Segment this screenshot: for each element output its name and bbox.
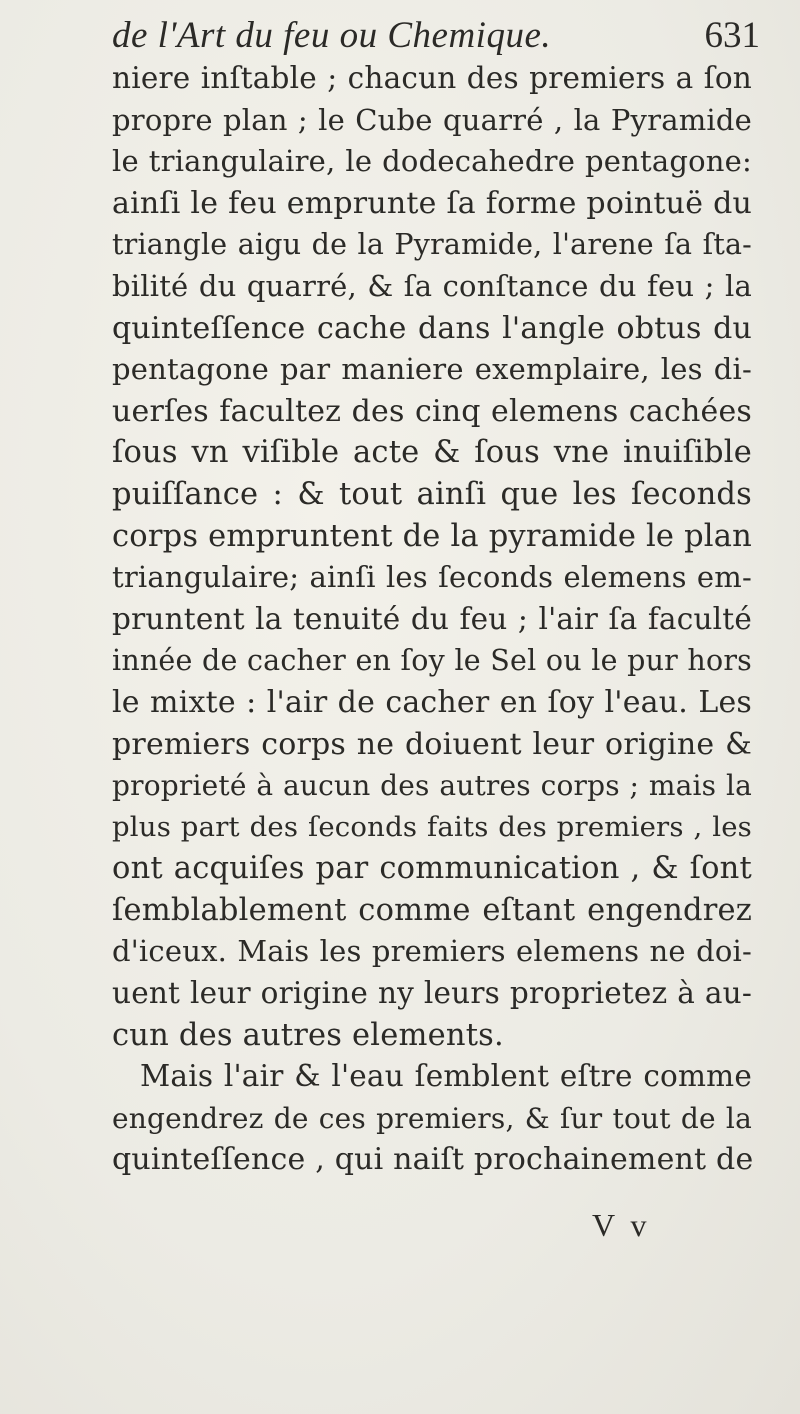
text-line: propre plan ; le Cube quarré , la Pyramide — [112, 102, 752, 137]
text-line: premiers corps ne doiuent leur origine & — [112, 726, 752, 762]
text-line: uent leur origine ny leurs proprietez à au- — [112, 976, 752, 1011]
text-line: proprieté à aucun des autres corps ; mais la — [112, 769, 752, 803]
text-line: triangle aigu de la Pyramide, l'arene ſa ſta- — [112, 228, 752, 262]
signature-mark: V v — [592, 1207, 651, 1243]
text-line: ſemblablement comme eſtant engendrez — [112, 892, 752, 928]
text-line: quinteſſence , qui naiſt prochainement de — [112, 1142, 754, 1178]
text-line: corps empruntent de la pyramide le plan — [112, 518, 752, 554]
page-number: 631 — [704, 15, 760, 56]
running-head: de l'Art du feu ou Chemique. — [112, 15, 552, 56]
text-line: niere inſtable ; chacun des premiers a ſon — [112, 61, 752, 95]
text-line: d'iceux. Mais les premiers elemens ne doi- — [112, 934, 752, 969]
text-line: Mais l'air & l'eau ſemblent eſtre comme — [140, 1059, 752, 1094]
text-line: le mixte : l'air de cacher en ſoy l'eau. Les — [112, 684, 752, 720]
text-line: pruntent la tenuité du feu ; l'air ſa faculté — [112, 601, 752, 636]
text-line: ſous vn viſible acte & ſous vne inuiſible — [112, 435, 752, 471]
text-line: plus part des ſeconds faits des premiers , les — [112, 810, 752, 843]
text-line: cun des autres elements. — [112, 1017, 504, 1053]
text-line: engendrez de ces premiers, & ſur tout de la — [112, 1101, 752, 1135]
text-line: innée de cacher en ſoy le Sel ou le pur hors — [112, 644, 752, 678]
text-line: le triangulaire, le dodecahedre pentagone: — [112, 144, 752, 179]
body-text — [112, 58, 752, 1181]
text-line: ainſi le feu emprunte ſa forme pointuë du — [112, 185, 752, 221]
text-line: quinteſſence cache dans l'angle obtus du — [112, 310, 752, 346]
text-line: ont acquiſes par communication , & ſont — [112, 851, 752, 887]
page-header — [112, 14, 760, 60]
text-line: uerſes facultez des cinq elemens cachées — [112, 393, 752, 429]
text-line: triangulaire; ainſi les ſeconds elemens em- — [112, 560, 752, 595]
text-line: pentagone par maniere exemplaire, les di- — [112, 352, 752, 387]
text-line: bilité du quarré, & ſa conſtance du feu ; la — [112, 268, 752, 303]
text-line: puiſſance : & tout ainſi que les ſeconds — [112, 476, 752, 512]
